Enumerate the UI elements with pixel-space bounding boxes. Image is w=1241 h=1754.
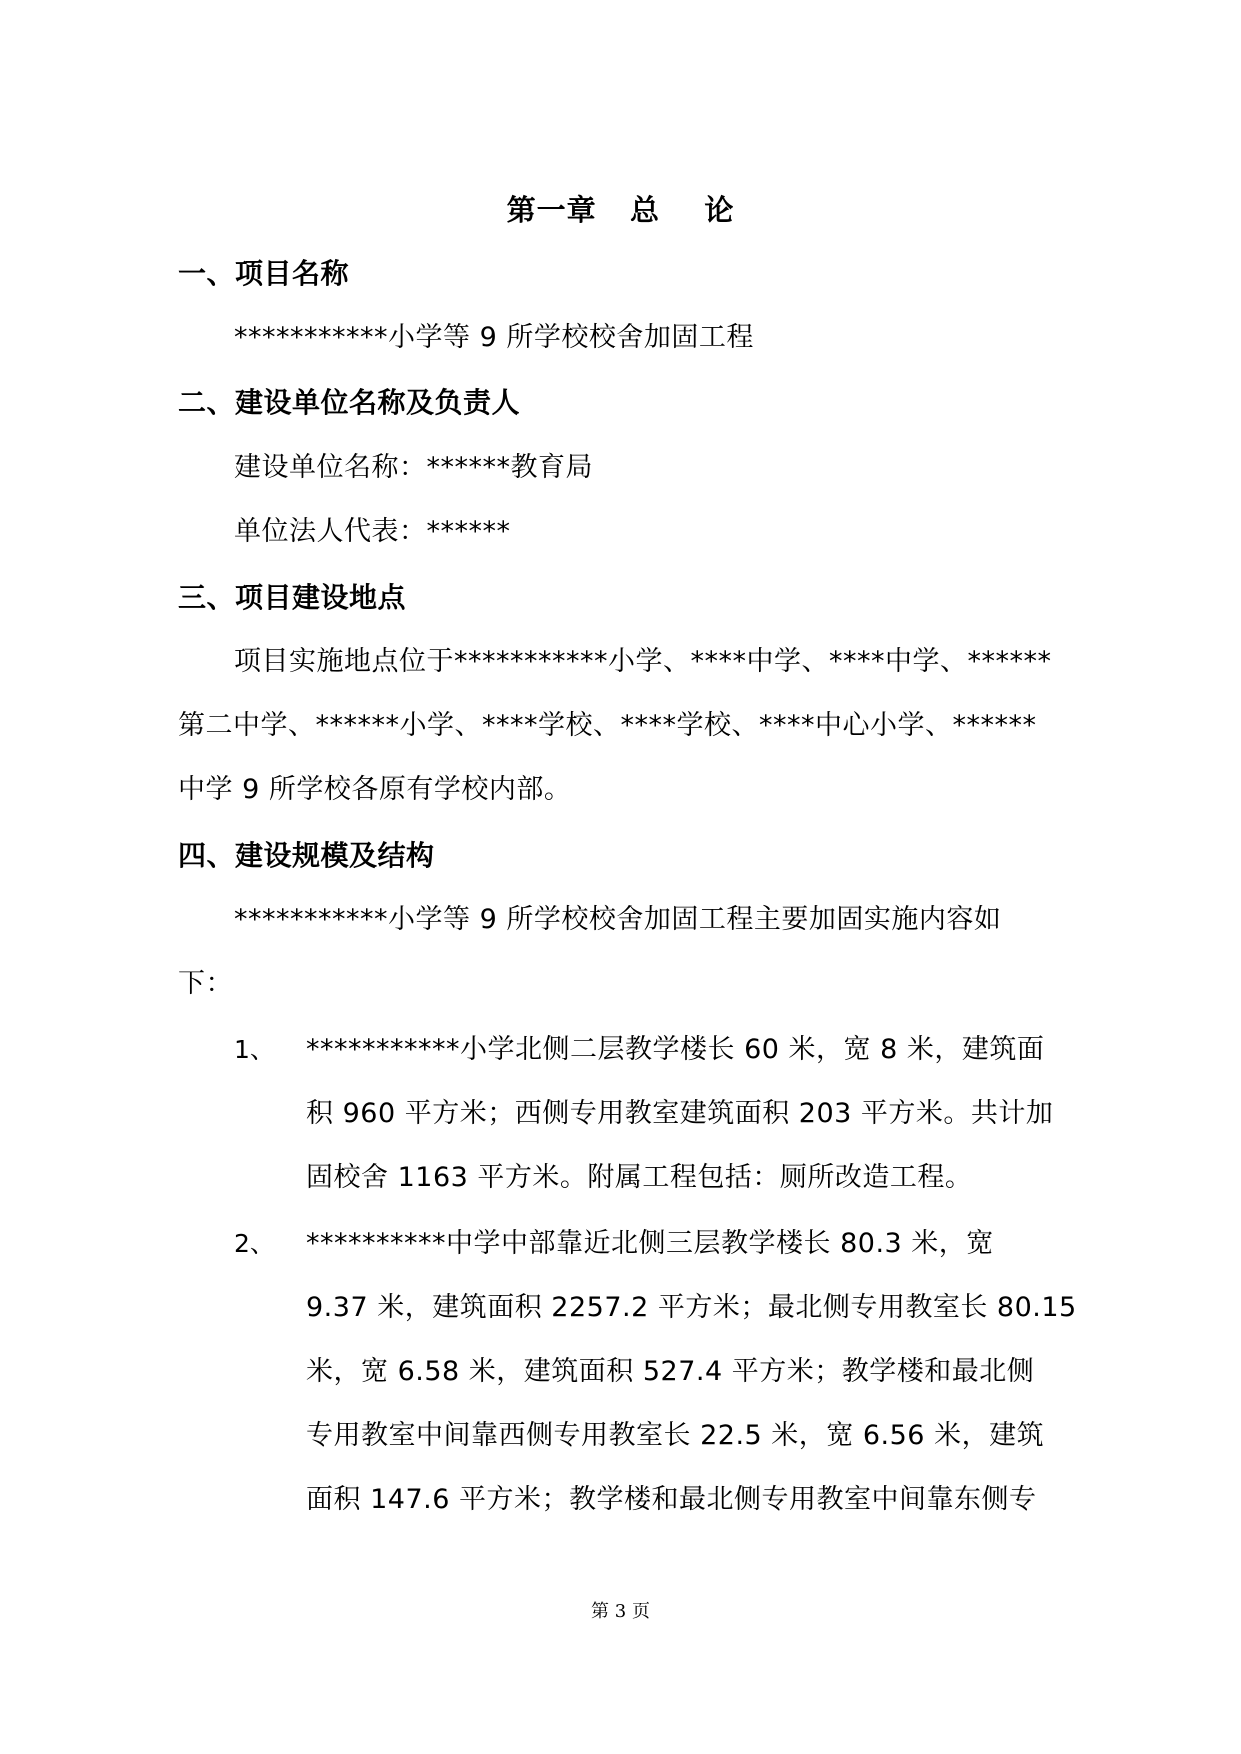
list-item-2-line: **********中学中部靠近北侧三层教学楼长 80.3 米，宽 (306, 1228, 994, 1259)
section-heading-2: 二、建设单位名称及负责人 (178, 386, 521, 419)
section-4-text-line: 下： (178, 968, 233, 999)
chapter-title: 第一章 总 论 (506, 193, 735, 227)
section-2-text-line: 单位法人代表：****** (234, 516, 511, 547)
section-3-text-line: 第二中学、******小学、****学校、****学校、****中心小学、****** (178, 710, 1037, 741)
list-item-1-line: ***********小学北侧二层教学楼长 60 米，宽 8 米，建筑面 (306, 1034, 1045, 1065)
list-item-2-line: 面积 147.6 平方米；教学楼和最北侧专用教室中间靠东侧专 (306, 1484, 1037, 1515)
section-heading-4: 四、建设规模及结构 (178, 839, 435, 872)
section-1-text-line: ***********小学等 9 所学校校舍加固工程 (234, 322, 754, 353)
list-item-2-line: 专用教室中间靠西侧专用教室长 22.5 米，宽 6.56 米，建筑 (306, 1420, 1045, 1451)
section-2-text-line: 建设单位名称：******教育局 (234, 452, 593, 483)
list-item-2-line: 9.37 米，建筑面积 2257.2 平方米；最北侧专用教室长 80.15 (306, 1292, 1077, 1323)
list-item-2-line: 米，宽 6.58 米，建筑面积 527.4 平方米；教学楼和最北侧 (306, 1356, 1035, 1387)
list-item-1-line: 积 960 平方米；西侧专用教室建筑面积 203 平方米。共计加 (306, 1098, 1054, 1129)
section-4-text-line: ***********小学等 9 所学校校舍加固工程主要加固实施内容如 (234, 904, 1002, 935)
list-item-1-line: 固校舍 1163 平方米。附属工程包括：厕所改造工程。 (306, 1162, 973, 1193)
list-item-number-1: 1、 (234, 1035, 275, 1064)
section-3-text-line: 项目实施地点位于***********小学、****中学、****中学、****** (234, 646, 1052, 677)
section-heading-3: 三、项目建设地点 (178, 581, 407, 614)
section-3-text-line: 中学 9 所学校各原有学校内部。 (178, 774, 572, 805)
section-heading-1: 一、项目名称 (178, 257, 350, 290)
page-number-footer: 第 3 页 (591, 1601, 650, 1622)
list-item-number-2: 2、 (234, 1229, 275, 1258)
